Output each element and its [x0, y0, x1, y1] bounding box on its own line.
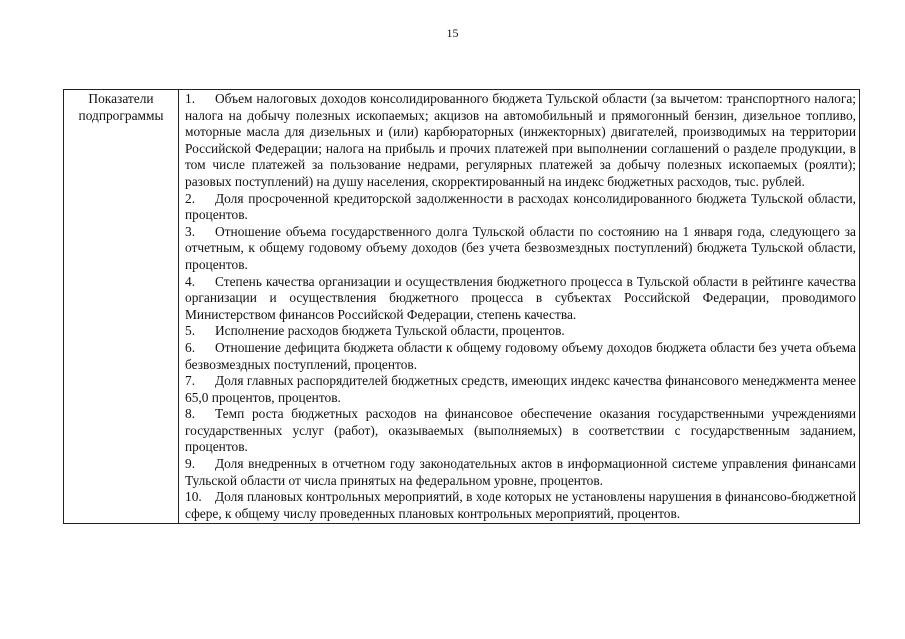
item-number: 6. — [185, 339, 196, 355]
item-text: Отношение объема государственного долга Тульской области по состоянию на 1 января года, следующего за отчетным, к общему годовому объему доходов (без учета безвозмездных поступлений) бюджета Тульской области, процентов. — [185, 223, 856, 272]
item-number: 7. — [185, 373, 196, 389]
page-number: 15 — [446, 26, 459, 40]
item-text: Отношение дефицита бюджета области к общему годовому объему доходов бюджета области без учета объема безвозмездных поступлений, процентов. — [185, 339, 856, 372]
indicators-list — [179, 90, 860, 524]
list-item — [185, 191, 856, 224]
item-text: Доля плановых контрольных мероприятий, в ходе которых не установлены нарушения в финансово-бюджетной сфере, к общему числу проведенных плановых контрольных мероприятий, процентов. — [185, 489, 856, 521]
list-item — [185, 91, 856, 191]
list-item — [185, 224, 856, 274]
item-number: 9. — [185, 456, 196, 472]
item-text: Исполнение расходов бюджета Тульской области, процентов. — [215, 323, 565, 339]
item-text: Темп роста бюджетных расходов на финансовое обеспечение оказания государственными учреждениями государственных услуг (работ), оказываемых (выполняемых) в соответствии с государственным заданием, процентов. — [185, 406, 856, 455]
item-number: 5. — [185, 323, 196, 339]
item-number: 10. — [185, 489, 202, 505]
list-item — [185, 406, 856, 456]
row-label-line1: Показатели — [88, 91, 154, 106]
item-number: 1. — [185, 91, 196, 106]
item-text: Доля внедренных в отчетном году законодательных актов в информационной системе управления финансами Тульской области от числа принятых на федеральном уровне, процентов. — [185, 456, 856, 488]
list-item — [185, 323, 856, 340]
item-number: 3. — [185, 223, 196, 239]
list-item — [185, 456, 856, 489]
item-number: 8. — [185, 406, 196, 422]
list-item — [185, 340, 856, 373]
row-label-cell — [64, 90, 179, 524]
item-number: 2. — [185, 190, 196, 206]
indicators-table — [63, 89, 860, 524]
row-label-line2: подпрограммы — [78, 107, 164, 123]
table-row — [64, 90, 860, 524]
list-item — [185, 489, 856, 522]
item-text: Степень качества организации и осуществления бюджетного процесса в Тульской области в рейтинге качества организации и осуществления бюджетного процесса в субъектах Российской Федерации, проводимого Министерством финансов Российской Федерации, степень качества. — [185, 273, 856, 322]
item-text: Доля просроченной кредиторской задолженности в расходах консолидированного бюджета Тульской области, процентов. — [185, 190, 856, 223]
item-number: 4. — [185, 273, 196, 289]
list-item — [185, 274, 856, 324]
item-text: Доля главных распорядителей бюджетных средств, имеющих индекс качества финансового менеджмента менее 65,0 процентов, процентов. — [185, 373, 856, 405]
list-item — [185, 373, 856, 406]
item-text: Объем налоговых доходов консолидированного бюджета Тульской области (за вычетом: транспортного налога; налога на добычу полезных ископаемых; акцизов на автомобильный и прямогонный бензин, дизельное топливо, моторные масла для дизельных и (или) карбюраторных (инжекторных) двигателей, производимых на территории Российской Федерации; налога на прибыль и прочих платежей при выполнении соглашений о разделе продукции, в том числе платежей за пользование недрами, регулярных платежей за добычу полезных ископаемых (роялти); разовых поступлений) на душу населения, скорректированный на индекс бюджетных расходов, тыс. рублей. — [185, 91, 856, 189]
